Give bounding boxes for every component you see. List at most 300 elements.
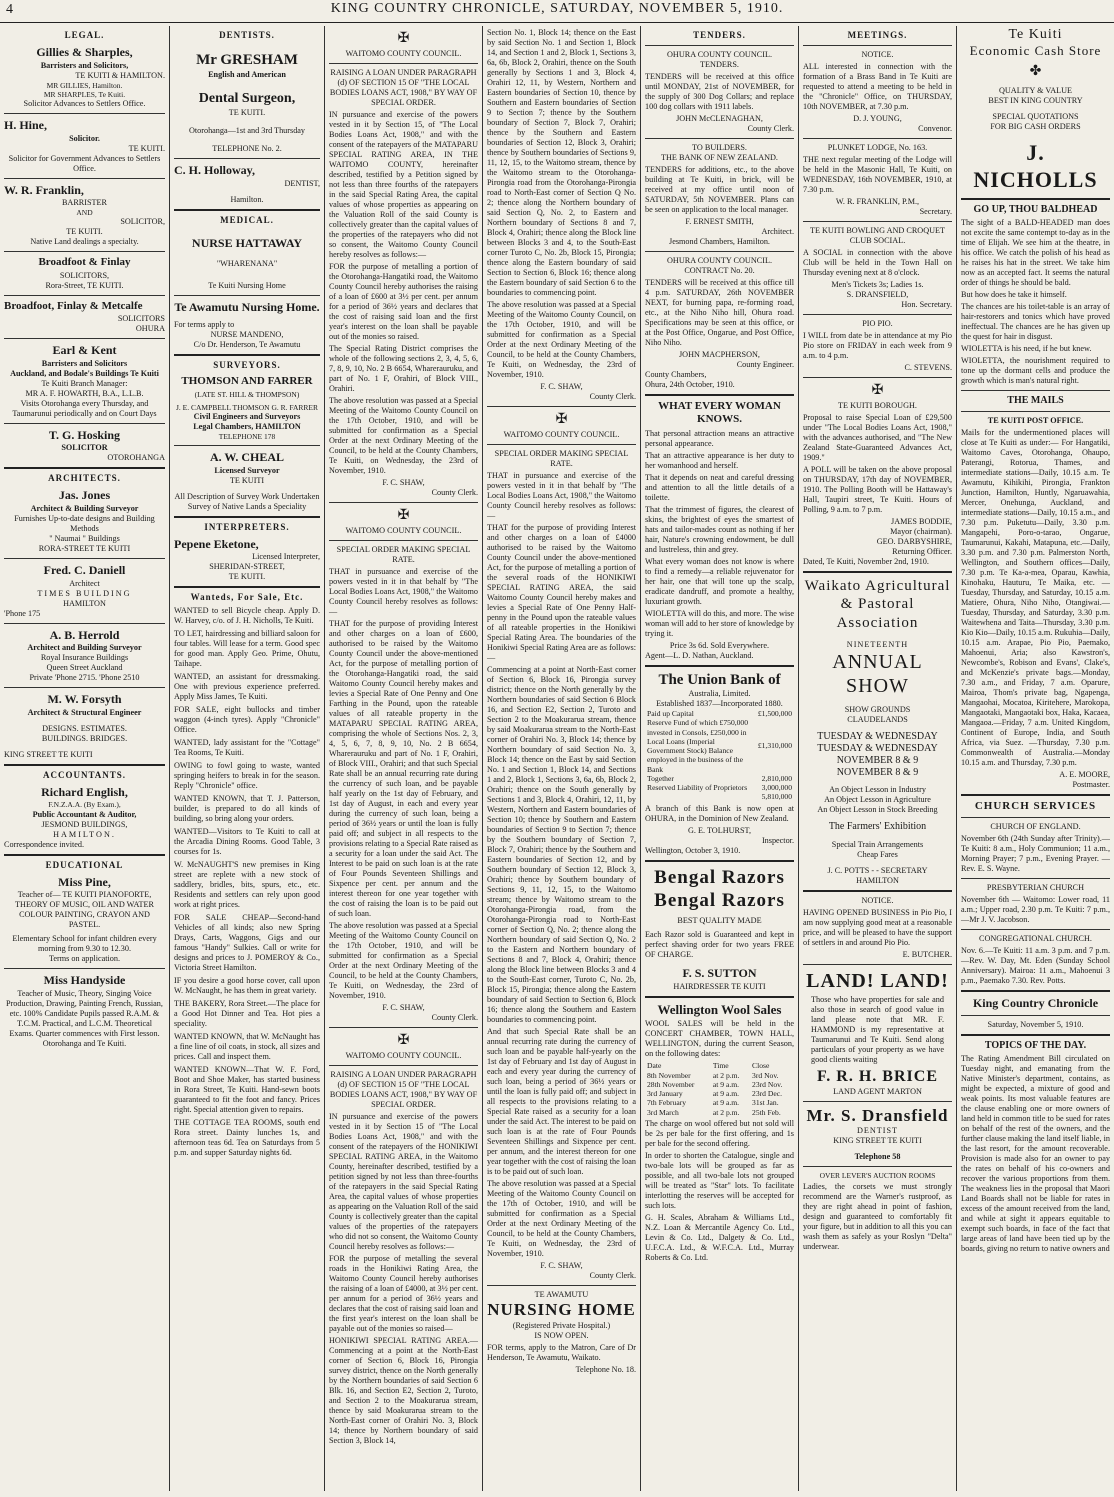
bank-figures-table (645, 709, 794, 802)
ad-forsyth-name: M. W. Forsyth (47, 692, 122, 707)
notice-paragraph: FOR the purpose of metalling a portion of the Otorohanga-Hangatiki road, the Waitomo County Council hereby authorises the raising of a loan of £600 at 3½ per cent. per annum for a period of 36½ years and declares that the cost of raising said loan and the first year's interest on the loan shall be payable out of the monies so raised. (329, 262, 478, 342)
notice-paragraph: IN pursuance and exercise of the powers vested in it by Section 15, of "The Local Bodies Loans Act, 1908," and with the consent of the ratepayers of the MATAPARU SPECIAL RATING AREA, IN THE WAITOMO COUNTY, hereinafter described, testified by a Petition signed by not less than three fourths of the ratepayers in the said Special Rating Area, the capital values of whose properties as appearing on the Valuation Roll of the said County is collectively greater than the capital values of the properties of the ratepayers who did not so consent, the Waitomo County Council hereby resolves as follows:— (329, 110, 478, 260)
ad-gresham-line: Otorohanga—1st and 3rd Thursday (188, 126, 306, 136)
ad-franklin-line: SOLICITOR, (120, 217, 165, 227)
ad-english-line: F.N.Z.A.A. (By Exam.), (48, 800, 121, 810)
ad-english-name: Richard English, (41, 784, 128, 799)
ad-show-line: NOVEMBER 8 & 9 (836, 755, 919, 767)
section-mails: THE MAILS (1007, 394, 1064, 406)
ad-jones-line: RORA-STREET TE KUITI (38, 543, 131, 553)
ad-herrold-line: Architect and Building Surveyor (27, 643, 142, 653)
notice-paragraph: TENDERS will be received at this office till 4 p.m. SATURDAY, 26th NOVEMBER NEXT, for burning papa, re-forming road, etc., at the Niho Niho hill, Ohura road. Specifications may be seen at this office, or at the Post Office, Ongarue, and Post Office, Niho Niho. (645, 277, 794, 347)
article-paragraph: That the trimmest of figures, the clearest of skins, the brightest of eyes the smartest of hats and tailor-mades count as nothing if her hair, Nature's crowning endowment, be dull and lustreless, thin and grey. (645, 504, 794, 554)
ad-nursing-line: Telephone No. 18. (575, 1364, 636, 1374)
wool-sales-row (645, 1098, 794, 1107)
classified-ad: FOR SALE CHEAP—Second-hand Vehicles of all kinds; also new Spring Drays, Carts, Waggons, Gigs and our famous "Handy" Sulkies. Call or write for designs and prices to J. POMEROY & Co., Victoria Street Hamilton. (174, 913, 320, 973)
article-paragraph: Price 3s 6d. Sold Everywhere. (669, 640, 770, 650)
ad-show-line: The Farmers' Exhibition (828, 821, 927, 833)
ad-herrold-line: Royal Insurance Buildings (40, 653, 129, 663)
classified-ad: THE BAKERY, Rora Street.—The place for a Good Hot Dinner and Tea. Hot pies a speciality. (174, 999, 320, 1029)
notice-heading: TE KUITI POST OFFICE. (987, 416, 1084, 426)
wool-sales-row (645, 1089, 794, 1098)
ad-awamutu-line: For terms apply to (174, 320, 235, 330)
notice-council: THE BANK OF NEW ZEALAND. (661, 152, 778, 162)
wool-sales-cell: 3rd March (647, 1107, 679, 1117)
notice-signature: County Engineer. (736, 359, 794, 369)
ad-corsets-line: Ladies, the corsets we must strongly recommend are the Warner's rustproof, as they are right ahead in point of fashion, design and guaranteed to comfortably fit your figure, but in addition to all this you can wash them as safely as your Roslyn "Delta" underwear. (803, 1182, 952, 1252)
ad-jones-line: " Naumai " Buildings (49, 533, 120, 543)
ad-franklin-line: AND (76, 208, 93, 218)
ad-nursing-line: (Registered Private Hospital.) (512, 1320, 611, 1330)
ad-store-line: BEST IN KING COUNTRY (988, 96, 1083, 106)
notice-heading: RAISING A LOAN UNDER PARAGRAPH (d) OF SECTION 15 OF "THE LOCAL BODIES LOANS ACT, 1908," BY WAY OF SPECIAL ORDER. (329, 68, 478, 108)
ad-woolsales-title: Wellington Wool Sales (657, 1001, 782, 1017)
notice-paragraph: FOR the purpose of metalling the several roads in the Honikiwi Rating Area, the Waitomo County Council hereby authorises the raising of a loan of £4000, at 3½ per cent. per annum for a period of 36½ years and declares that the cost of raising said loan and the first year's interest on the loan shall be payable out of the monies so raised— (329, 1254, 478, 1334)
ad-forsyth-line: DESIGNS. ESTIMATES. (42, 723, 127, 733)
masthead-title: KING COUNTRY CHRONICLE, SATURDAY, NOVEMBER 5, 1910. (330, 1, 784, 16)
ad-english-line: Correspondence invited. (4, 839, 85, 849)
ad-daniell-name: Fred. C. Daniell (43, 562, 126, 577)
notice-signature: F. ERNEST SMITH, (685, 216, 754, 226)
ad-gresham-line: English and American (208, 70, 286, 80)
crest-icon: ✠ (555, 412, 568, 427)
notice-council: OHURA COUNTY COUNCIL. (667, 49, 772, 59)
ad-earl-line: Auckland, and Bodale's Buildings Te Kuiti (10, 368, 159, 378)
section-wanteds: Wanteds, For Sale, Etc. (190, 592, 304, 603)
ad-show-line: Special Train Arrangements (831, 839, 924, 849)
ad-jones-name: Jas. Jones (58, 488, 111, 503)
notice-signature: Dated, Te Kuiti, November 2nd, 1910. (803, 557, 929, 567)
ad-hosking-name: T. G. Hosking (48, 427, 121, 442)
bank-item (645, 792, 756, 801)
section-church: CHURCH SERVICES (974, 800, 1097, 813)
article-paragraph: That an attractive appearance is her duty to her womanhood and herself. (645, 450, 794, 470)
wool-sales-cell: 23rd Nov. (752, 1079, 783, 1089)
column-tenders (641, 26, 799, 1491)
notice-signature: JAMES BODDIE, (891, 517, 952, 527)
ad-gillies-line: Solicitor Advances to Settlers Office. (23, 98, 146, 108)
ad-hine-line: Solicitor. (69, 133, 100, 143)
bank-item: Paid up Capital (647, 709, 694, 719)
notice-signature: JOHN McCLENAGHAN, (676, 113, 763, 123)
ad-forsyth-line: KING STREET TE KUITI (4, 749, 93, 759)
ad-pepene-line: TE KUITI. (228, 572, 266, 582)
notice-signature: F. C. SHAW, (540, 382, 583, 391)
section-meetings: MEETINGS. (847, 30, 908, 40)
paper-date: Saturday, November 5, 1910. (987, 1020, 1084, 1030)
ad-earl-line: Te Kuiti Branch Manager: (41, 378, 128, 388)
ad-show-line: SHOW GROUNDS (844, 704, 911, 714)
ad-earl-name: Earl & Kent (52, 343, 117, 358)
article-paragraph: Agent—L. D. Nathan, Auckland. (645, 650, 754, 660)
classified-ad: WANTED, lady assistant for the "Cottage" Tea Rooms, Te Kuiti. (174, 738, 320, 758)
ad-bfm-name: Broadfoot, Finlay & Metcalfe (4, 299, 143, 312)
ad-broadfoot-line: Rora-Street, TE KUITI. (45, 280, 124, 290)
ad-razors-title: Bengal Razors (654, 889, 785, 911)
crest-icon: ✠ (397, 31, 410, 46)
ad-earl-line: MR A. F. HOWARTH, B.A., L.L.B. (25, 388, 144, 398)
ad-show-line: J. C. POTTS - - SECRETARY (827, 865, 928, 875)
ad-show-headline: ANNUAL SHOW (832, 650, 923, 698)
ad-handyside-line: Teacher of Music, Theory, Singing Voice Production, Drawing, Painting French, Russian, etc. 100% Candidate Pupils passed R.A.M. & T.C.M. Practical, and L.C.M. Theoretical Exams. Quarter commences with First lesson. Otorohanga and Te Kuiti. (6, 988, 163, 1048)
notice-signature: County Clerk. (747, 123, 794, 133)
wool-sales-cell: at 2 p.m. (712, 1070, 740, 1080)
ad-store-line: FOR BIG CASH ORDERS (990, 122, 1081, 132)
notice-heading: TENDERS. (700, 59, 739, 69)
ad-show-title: Waikato Agricultural (804, 578, 951, 595)
ad-cheal-line: All Description of Survey Work Undertaken (174, 491, 320, 501)
ad-cheal-line: TE KUITI (229, 475, 265, 485)
notice-paragraph: HAVING OPENED BUSINESS in Pio Pio, I am now supplying good meat at a reasonable price, and will be pleased to have the support of settlers in and around Pio Pio. (803, 907, 952, 947)
ad-show-line: NOVEMBER 8 & 9 (836, 767, 919, 779)
classified-ad: WANTED—Visitors to Te Kuiti to call at the Arcadia Dining Rooms. Good Table, 3 courses for 1s. (174, 827, 320, 857)
ad-pepene-line: Licensed Interpreter, (252, 552, 320, 562)
notice-signature: F. C. SHAW, (382, 478, 425, 488)
ad-herrold-line: Private 'Phone 2715. 'Phone 2510 (29, 673, 140, 683)
notice-heading: NOTICE. (861, 895, 894, 905)
article-paragraph: WIOLETTA will do this, and more. The wise woman will add to her store of knowledge by trying it. (645, 608, 794, 638)
notice-signature: E. BUTCHER. (902, 949, 952, 959)
section-medical: MEDICAL. (220, 214, 274, 225)
notice-signature: Ohura, 24th October, 1910. (645, 379, 735, 389)
ad-store-line: SPECIAL QUOTATIONS (992, 112, 1079, 122)
column-economic (957, 26, 1114, 1491)
ad-forsyth-line: BUILDINGS. BRIDGES. (41, 733, 128, 743)
ad-franklin-line: Native Land dealings a specialty. (30, 237, 139, 247)
notice-paragraph: HONIKIWI SPECIAL RATING AREA.—Commencing at a point at the North-East corner of Section 6, Block 16, Pirongia survey district, thence on the North generally by the Northern boundaries of said Section 6 Blk. 16, and Section E2, Section 2, Turoto, and Section 2 to the Moakurarua stream, thence by said Moakurarua stream to the North-East corner of Orahiri No. 3, Block 14; thence by Northern boundary of said Section 3, Block 14, (329, 1336, 478, 1446)
ad-thomson-line: Legal Chambers, HAMILTON (193, 421, 301, 431)
church-heading: CONGREGATIONAL CHURCH. (979, 934, 1092, 944)
notice-signature: S. DRANSFIELD, (846, 289, 909, 299)
ad-jones-line: Furnishes Up-to-date designs and Building Methods (14, 513, 155, 533)
bank-amount: 3,000,000 (761, 783, 792, 793)
bank-item: Reserve Fund of which £750,000 invested in Consols, £250,000 in Local Loans (Imperial Government Stock) Balance employed in the business of the Bank (647, 718, 749, 774)
ad-thomson-line: Civil Engineers and Surveyors (193, 411, 301, 421)
ad-english-line: HAMILTON. (53, 829, 116, 839)
notice-paragraph: The above resolution was passed at a Special Meeting of the Waitomo County Council on the 17th October, 1910, and will be submitted for confirmation as a Special Order at the next Ordinary Meeting of the Council, to be held at the County Chambers, Te Kuiti, on Wednesday, the 23rd of November, 1910. (329, 396, 478, 476)
article-headline: GO UP, THOU BALDHEAD (973, 203, 1098, 215)
notice-signature: Architect. (761, 226, 794, 236)
ad-hattaway-name: NURSE HATTAWAY (191, 235, 303, 250)
crest-icon: ✠ (397, 508, 410, 524)
notice-paragraph: THAT for the purpose of providing Interest and other charges on a loan of £4000 authorised to be raised by the Waitomo County Council under the above-mentioned Act, for the purpose of metalling a portion of the several roads of the HONIKIWI SPECIAL RATING AREA, the said Waitomo County Council hereby makes and levies a Special Rate of One Penny Half-penny in the Pound upon the rateable values of all rateable properties in the Honikiwi Special Rating Area. The boundaries of the Honikiwi Special Rating Area are as follows:— (487, 523, 636, 663)
notice-heading: NOTICE. (861, 49, 894, 59)
ad-brice-line: LAND AGENT MARTON (833, 1086, 922, 1096)
page-mark: 4 (6, 2, 14, 17)
bank-figures-row (645, 792, 794, 801)
ad-dransfield-line: Telephone 58 (854, 1152, 901, 1162)
ad-nursing-line: FOR terms, apply to the Matron, Care of Dr Henderson, Te Awamutu, Waikato. (487, 1342, 636, 1362)
ad-daniell-line: HAMILTON (63, 598, 106, 608)
wool-sales-cell: 8th November (647, 1070, 691, 1080)
ad-gillies-line: MR GILLIES, Hamilton. (46, 80, 123, 90)
wool-sales-cell: at 9 a.m. (712, 1089, 740, 1099)
column-dentists (170, 26, 325, 1491)
ad-show-line: An Object Lesson in Stock Breeding (817, 805, 938, 815)
notice-signature: Mayor (chairman). (890, 527, 952, 537)
ad-razors-title: Bengal Razors (654, 866, 785, 888)
notice-signature: GEO. DARBYSHIRE, (876, 537, 952, 547)
ad-store-line: QUALITY & VALUE (998, 86, 1073, 96)
notice-paragraph: A SOCIAL in connection with the above Club will be held in the Town Hall on Thursday evening next at 8 o'clock. (803, 247, 952, 277)
notice-signature: A. E. MOORE, (1059, 770, 1110, 780)
article-headline: TOPICS OF THE DAY. (984, 1040, 1087, 1052)
ad-thomson-line: (LATE ST. HILL & THOMPSON) (194, 389, 300, 399)
ad-unionbank-line: A branch of this Bank is now open at OHURA, in the Dominion of New Zealand. (645, 803, 794, 823)
ad-thomson-line: J. E. CAMPBELL THOMSON G. R. FARRER (176, 402, 318, 412)
ad-hine-line: Solicitor for Government Advances to Settlers Office. (8, 153, 161, 173)
ad-gresham-name: Mr GRESHAM (196, 51, 298, 68)
ad-pepene-line: SHERIDAN-STREET, (209, 562, 285, 572)
ad-land-line: Those who have properties for sale and also those in search of good value in land please note that MR. F. HAMMOND is my representative at Taumarunui and Te Kuiti. Send along particulars of your property as we have good clients waiting (811, 995, 944, 1065)
wool-sales-table (645, 1061, 794, 1117)
notice-heading: TO BUILDERS. (692, 142, 747, 152)
ad-hosking-line: SOLICITOR (61, 443, 108, 453)
ad-pepene-name: Pepene Eketone, (174, 536, 259, 551)
notice-paragraph: IN pursuance and exercise of the powers vested in it by Section 15 of "The Local Bodies Loans Act, 1908," and with the consent of the ratepayers of the HONIKIWI SPECIAL RATING AREA, in the Waitomo County, hereinafter described, testified by a petition signed by not less than three-fourths of the ratepayers in the said Special Rating Area, the capital values of whose properties as appearing on the Valuation Roll of the said County is collectively greater than the capital values of the properties of the ratepayers who did not so consent, the Waitomo County Council hereby resolves as follows:— (329, 1112, 479, 1252)
ad-show-title: & Pastoral Association (836, 596, 919, 631)
ad-razors-line: BEST QUALITY MADE (677, 915, 762, 925)
bank-amount: £1,310,000 (757, 741, 792, 751)
classified-ad: W. McNAUGHT'S new premises in King street are replete with a new stock of saddlery, bridles, bits, spurs, etc., etc. Residents and settlers can rely upon good work at right prices. (174, 860, 320, 910)
notice-signature: Postmaster. (1072, 780, 1110, 790)
ad-gillies-line: MR SHARPLES, Te Kuiti. (43, 89, 126, 99)
ad-herrold-line: Queen Street Auckland (46, 663, 123, 673)
ad-woolsales-line: The charge on wool offered but not sold will be 2s per bale for the first offering, and 1s per bale for the second offering. (645, 1118, 794, 1148)
ad-show-line: HAMILTON (856, 875, 899, 885)
article-paragraph: But how does he take it himself. (961, 289, 1067, 299)
bank-figures-row (645, 783, 794, 792)
wool-sales-header: Time (712, 1061, 729, 1071)
ad-unionbank-line: Established 1837—Incorporated 1880. (656, 699, 783, 709)
notice-signature: County Clerk. (431, 488, 478, 498)
notice-heading: CONTRACT No. 20. (684, 265, 755, 275)
ad-bfm-line: OHURA (135, 324, 165, 334)
notice-council: WAITOMO COUNTY COUNCIL. (503, 430, 620, 440)
column-meetings (799, 26, 957, 1491)
ad-dransfield-name: Mr. S. Dransfield (806, 1105, 949, 1125)
notice-paragraph: TENDERS will be received at this office until MONDAY, 21st of NOVEMBER, for the supply of 300 Dog Collars; and replace 100 dog collars with 1911 labels. (645, 71, 794, 111)
wool-sales-cell: 3rd Nov. (752, 1070, 779, 1080)
notice-heading: TE KUITI BOROUGH. (838, 401, 917, 411)
ad-hine-line: TE KUITI. (128, 143, 165, 153)
article-paragraph: That it depends on neat and careful dressing and attention to all the little details of a toilette. (645, 472, 794, 502)
ad-unionbank-line: Australia, Limited. (688, 689, 751, 699)
section-interpreters: INTERPRETERS. (204, 521, 290, 532)
ad-franklin-line: BARRISTER (61, 198, 108, 208)
ad-pine-line: Elementary School for infant children every morning from 9.30 to 12.30. (12, 934, 157, 954)
notice-paragraph: THAT for the purpose of providing Interest and other charges on a loan of £600, authorised to be raised by the Waitomo County Council under the above-mentioned Act, for the purpose of metalling portion of the Otorohanga-Hangatiki road, the said Waitomo County Council hereby makes and levies a Special Rate of One Penny and One Farthing in the Pound, upon the rateable values of all rateable property in the MATAPARU SPECIAL RATING AREA, comprising the whole of Sections Nos. 2, 3, 4, 5, 6, 7, 8, 9, 10, No. 2 B 6654, Wharerauruku and part of No. 1 F, Orahiri, of Block VIII., Orahiri; and that such Special Rate shall be an annual recurring rate during the currency of such loan, and be payable half yearly on the 1st day of February, and 1st day of August, in each and every year during the currency of such loan, being a period of 36½ years or until the loan is fully paid off; and subject in all respects to the provisions relating to a Special Rate raised as a security for a loan under the said Act. The Interest to be paid on such loan is at the rate of Four Pounds Seventeen Shillings and Sixpence per cent. per annum and the interest thereon for one year together with the cost of raising the loan is to be paid out of such loan. (329, 619, 478, 919)
section-educational: EDUCATIONAL (45, 859, 124, 870)
ad-hine-name: H. Hine, (4, 117, 48, 132)
wool-sales-header: Date (647, 1061, 662, 1071)
ad-gillies-line: Barristers and Solicitors, (40, 60, 129, 70)
bank-item: Reserved Liability of Proprietors (647, 783, 748, 793)
ad-daniell-line: 'Phone 175 (4, 608, 41, 618)
ad-sutton-line: HAIRDRESSER TE KUITI (673, 981, 766, 991)
notice-heading: TE KUITI BOWLING AND CROQUET CLUB SOCIAL. (809, 225, 946, 245)
notice-heading: PLUNKET LODGE, No. 163. (827, 142, 928, 152)
ornament-icon: ✤ (1029, 63, 1042, 79)
notice-paragraph: I WILL from date be in attendance at my Pio Pio store on FRIDAY in each week from 9 a.m. to 4 p.m. (803, 330, 952, 360)
crest-icon: ✠ (871, 382, 884, 398)
notice-signature: Wellington, October 3, 1910. (645, 845, 741, 855)
classified-ad: WANTED KNOWN—That W. F. Ford, Boot and Shoe Maker, has started business in Rora Street, Te Kuiti. Hand-sewn boots guaranteed to fit the foot and fancy. Prices right. Special attention given to repairs. (174, 1065, 320, 1115)
classified-ad: WANTED to sell Bicycle cheap. Apply D. W. Harvey, c/o. of J. H. Nicholls, Te Kuiti. (174, 606, 320, 626)
ad-dransfield-line: KING STREET TE KUITI (833, 1136, 922, 1146)
ad-pine-name: Miss Pine, (58, 874, 111, 889)
wool-sales-cell: at 9 a.m. (712, 1079, 740, 1089)
ad-store-title: Economic Cash Store (969, 43, 1102, 59)
notice-paragraph: The above resolution was passed at a Special Meeting of the Waitomo County Council on the 17th October, 1910, and will be submitted for confirmation as a Special Order at the next Ordinary Meeting of the Council, to be held at the County Chambers, Te Kuiti, on Wednesday, the 23rd of November, 1910. (329, 921, 478, 1001)
wool-sales-row (645, 1080, 794, 1089)
church-paragraph: Nov. 6.—Te Kuiti: 11 a.m. 3 p.m. and 7 p.m.—Rev. W. Day, Mt. Eden (Sunday School Anniversary). Mairoa: 11 a.m., Mahoenui 3 p.m., Paemako 7.30. Rev. Potts. (961, 946, 1110, 986)
notice-paragraph: THE next regular meeting of the Lodge will be held in the Masonic Hall, Te Kuiti, on WEDNESDAY, 16th NOVEMBER, 1910, at 7.30 p.m. (803, 154, 952, 194)
wool-sales-row (645, 1071, 794, 1080)
ad-holloway-line: Hamilton. (230, 194, 264, 204)
bank-amount: 5,810,000 (761, 792, 792, 802)
ad-franklin-name: W. R. Franklin, (4, 182, 84, 197)
section-dentists: DENTISTS. (219, 30, 275, 40)
ad-brice-name: F. R. H. BRICE (817, 1068, 938, 1086)
notice-signature: F. C. SHAW, (540, 1261, 583, 1271)
notice-paragraph: The above resolution was passed at a Special Meeting of the Waitomo County Council on the 17th of October, 1910, and will be submitted for confirmation as a Special Order at the next Ordinary Meeting of the Council, to be held at the County Chambers, Te Kuiti, on Wednesday, the 23rd of November, 1910. (487, 1179, 636, 1259)
ad-gresham-title: Dental Surgeon, (198, 91, 296, 107)
notice-paragraph: The Special Rating District comprises the whole of the following sections 2, 3, 4, 5, 6, 7, 8, 9, 10, No. 2 B 6654, Wharerauruku, and part of No. 1 F, Orahiri, of Block VIII., Orahiri. (329, 344, 478, 394)
notice-heading: SPECIAL ORDER MAKING SPECIAL RATE. (336, 545, 471, 565)
bank-figures-row (645, 709, 794, 718)
bank-figures-row (645, 774, 794, 783)
ad-awamutu-line: NURSE MANDENO, (210, 330, 284, 340)
ad-cheal-line: Survey of Native Lands a Speciality (187, 501, 307, 511)
notice-signature: Inspector. (761, 835, 794, 845)
ad-awamutu-name: Te Awamutu Nursing Home. (174, 299, 320, 314)
ad-awamutu-line: C/o Dr. Henderson, Te Awamutu (193, 340, 301, 350)
ad-franklin-line: TE KUITI. (66, 227, 103, 237)
ad-gresham-line: TELEPHONE No. 2. (212, 144, 282, 154)
notice-council: WAITOMO COUNTY COUNCIL. (345, 1051, 462, 1061)
ad-show-line: An Object Lesson in Agriculture (824, 795, 931, 805)
notice-council: OHURA COUNTY COUNCIL. (667, 255, 772, 265)
column-honikiwi (483, 26, 641, 1491)
ad-thomson-line: TELEPHONE 178 (218, 431, 276, 441)
ad-cheal-name: A. W. CHEAL (209, 449, 285, 464)
wool-sales-cell: 31st Jan. (752, 1098, 779, 1108)
church-paragraph: November 6th (24th Sunday after Trinity).—Te Kuiti: 8 a.m., Holy Communion; 11 a.m., Morning Prayer; 7 p.m., Evening Prayer. —Rev. E. S. Wayne. (961, 834, 1110, 874)
notice-signature: Secretary. (919, 206, 952, 216)
notice-signature: County Clerk. (431, 1013, 478, 1023)
ad-hosking-line: OTOROHANGA (107, 453, 165, 463)
ad-gillies-line: TE KUITI & HAMILTON. (75, 70, 165, 80)
church-paragraph: November 6th — Waitomo: Lower road, 11 a.m.; Upper road, 2.30 p.m. Te Kuiti: 7 p.m., —Mr J. V. Jacobson. (961, 895, 1110, 925)
notice-paragraph: Section No. 1, Block 14; thence on the East by said Section No. 1 and Section 1, Block 14, and Section 1 and 2, Block 1, Sections 3, 6a, 6b, Block 2, Orahiri, thence on the South generally by Sections 1 and 3, Block 4, Orahiri 12, 11, by Western, Northern and Eastern boundaries of Section 10, thence by Southern and Eastern boundaries of Section 9 to Section 7; thence by the Southern boundary of Section 7, Block 7, Orahiri; thence by the Southern and Eastern boundaries of Section 12, Block 3, Orahiri; thence by Southern boundaries of Sections 9, 11, 12, 15, to the Waitomo stream, thence by the Waitomo stream to the Otorohanga-Pirongia road from the Otorohanga-Pirongia road to North-East corner of Section Q No. 2; thence along the Northern boundary of said Section Q, No. 2, to Eastern and Northern boundary of Sections 8 and 7, Block 4, Orahiri; thence along the Block line between Blocks 3 and 4, to the South-East corner Turoto C, No. 2b, Block 15, Pirongia; thence along the Eastern boundary of said Section to Section 6, Block 16; thence along the Eastern boundary of said Section 6 to the boundaries to commencing point. (487, 28, 636, 297)
notice-signature: County Clerk. (589, 1271, 636, 1281)
ad-unionbank-name: The Union Bank of (658, 671, 781, 688)
section-tenders: TENDERS. (693, 30, 746, 40)
ad-daniell-line: TIMES BUILDING (37, 588, 132, 598)
notice-council: WAITOMO COUNTY COUNCIL. (345, 526, 462, 536)
notice-signature: F. C. SHAW, (382, 1003, 425, 1013)
ad-nicholls-name: J. NICHOLLS (973, 140, 1098, 192)
notice-paragraph: TENDERS for additions, etc., to the above building at Te Kuiti, in brick, will be received at my office until noon of SATURDAY, 5th NOVEMBER. Plans can be seen on application to the local manager. (645, 164, 794, 214)
ad-show-line: NINETEENTH (846, 639, 909, 649)
ad-cheal-line: Licensed Surveyor (214, 465, 280, 475)
article-paragraph: What every woman does not know is where to find a remedy—a reliable rejuvenator for her hair, one that will tone up the scalp, eradicate dandruff, and promote a healthy, luxuriant growth. (645, 556, 794, 606)
section-surveyors: SURVEYORS. (213, 360, 281, 371)
wool-sales-cell: 25th Feb. (752, 1107, 781, 1117)
notice-heading: RAISING A LOAN UNDER PARAGRAPH (d) OF SECTION 15 OF "THE LOCAL BODIES LOANS ACT, 1908," BY WAY OF SPECIAL ORDER. (329, 1070, 478, 1110)
section-legal: LEGAL. (64, 30, 105, 40)
notice-signature: Hon. Secretary. (901, 299, 952, 309)
notice-signature: JOHN MACPHERSON, (679, 349, 760, 359)
ad-sutton-name: F. S. SUTTON (682, 965, 757, 980)
notice-signature: Returning Officer. (892, 547, 952, 557)
wool-sales-cell: 7th February (647, 1098, 687, 1108)
wool-sales-header: Close (752, 1061, 770, 1071)
notice-paragraph: And that such Special Rate shall be an annual recurring rate during the currency of such loan and be payable half-yearly on the 1st day of February and 1st day of August in each and every year during the currency of such loan, being a period of 36½ years or until the loan is fully paid off; and subject in all respects to the provisions relating to a Special Rate raised as a security for a loan under the said Act. The interest to be paid on such loan is at the rate of Four Pounds Seventeen Shillings and Sixpence per cent. per annum, and the interest thereon for one year together with the cost of raising the loan is to be paid out of such loan. (487, 1027, 636, 1177)
notice-paragraph: Proposal to raise Special Loan of £29,500 under "The Local Bodies Loans Act, 1908," with the advances authorised, and "The New Zealand State-Guaranteed Advances Act, 1909." (803, 413, 952, 463)
notice-signature: G. E. TOLHURST, (688, 825, 751, 835)
ad-nursing-title: NURSING HOME (487, 1300, 636, 1320)
ad-forsyth-line: Architect & Structural Engineer (27, 707, 142, 717)
notice-paragraph: ALL interested in connection with the formation of a Brass Band in Te Kuiti are requested to attend a meeting to be held in the "Chronicle" Office, on THURSDAY, 10th NOVEMBER, at 7.30 p.m. (803, 61, 952, 111)
section-accountants: ACCOUNTANTS. (42, 769, 127, 780)
bank-figures-row (645, 718, 794, 774)
classified-ad: WANTED KNOWN, that W. McNaught has a fine line of oil coats, in stock, all sizes and prices. Call and inspect them. (174, 1032, 320, 1062)
classified-ad: THE COTTAGE TEA ROOMS, south end Rora street. Dainty lunches 1s, and afternoon teas 6d. Tea on Saturdays from 5 p.m. and supper Saturday nights 6d. (174, 1118, 320, 1158)
bank-amount: £1,500,000 (757, 709, 792, 719)
mails-schedule: Mails for the undermentioned places will close at Te Kuiti as under:— For Hangatiki, Waitomo Caves, Otorohanga, Ohaupo, Paterangi, Rotorua, Thames, and intermediate stations—Daily, 10.15 a.m. Te Awamutu, Kihikihi, Pirongia, Frankton Junction, Hamilton, Huntly, Ngaruawahia, Mercer, Onehunga, Auckland, and intermediate stations—Daily, 10.15 a.m., and 7.30 p.m. Puketutu—Daily, 3.30 p.m. Mangapehi, Poro-o-tarao, Ongarue, Taumarunui, Kakahi, Matapuna, etc.—Daily, 3.30 p.m. and 7.30 p.m. Palmerston North, Wellington, and Southern offices—Daily, 7.30 p.m. Te Ka-a-mea, Oparau, Kawhia, Kinohaku, Hauturu, Te Maika, etc. —Tuesday, Thursday, and Saturday, 10.15 a.m. Matiere, Ohura, Niho Niho, Otangiwai.—Tuesday, Thursday, and Saturday, 3.30 p.m. Waitewhena and Taita—Thursday, 3.30 p.m. Kio Kio—Daily, 10.15 a.m. Rukuhia—Daily, 10.15 a.m. Arapae, Pio Pio, Paemako, Mahoenui, Aria; also Kawstron's, Newcombe's, Robison and Evans', Clake's, and McKenzie's private bags.—Monday, 7.30 a.m., and Friday, 7 a.m. Oparure, Mairoa, Thom's private bag, Ngapenga, Mangaohai, Mocatoa, Kiritehere, Marokopa, Mangaotaki, Mangaotaki box, Haka, Kacaea, Mangaoa.—Friday, 7 a.m. United Kingdom, Continent of Europe, India, and South Africa, via Suez. —Thursday, 7.30 p.m. Commonwealth of Australia.—Monday 10.15 a.m. and Thursday, 7.30 p.m. (961, 428, 1110, 768)
ad-bfm-line: SOLICITORS (117, 314, 165, 324)
notice-signature: C. STEVENS. (904, 362, 952, 372)
ad-dransfield-line: DENTIST (856, 1126, 899, 1136)
article-headline: WHAT EVERY WOMAN KNOWS. (658, 399, 781, 426)
ad-pine-line: Terms on application. (48, 954, 121, 964)
wool-sales-cell: 28th November (647, 1079, 695, 1089)
ad-nursing-line: TE AWAMUTU (534, 1290, 589, 1300)
bank-item: Together (647, 773, 674, 783)
notice-paragraph: THAT in pursuance and exercise of the powers vested in it in that behalf by "The Local Bodies Loans Act, 1908," the Waitomo County Council hereby resolves as follows:— (487, 471, 636, 521)
notice-paragraph: A POLL will be taken on the above proposal on THURSDAY, 17th day of NOVEMBER, 1910. The Polling Booth will be Hattaway's Hall, Taupiri street, Te Kuiti. Hours of Polling, 9 a.m. to 7 p.m. (803, 465, 952, 515)
ad-hattaway-line: Te Kuiti Nursing Home (208, 280, 286, 290)
ad-handyside-name: Miss Handyside (43, 973, 126, 988)
ad-corsets-head: OVER LEVER'S AUCTION ROOMS (819, 1171, 936, 1181)
column-council-notices (325, 26, 483, 1491)
notice-paragraph: Men's Tickets 3s; Ladies 1s. (831, 279, 924, 289)
ad-show-line: CLAUDELANDS (847, 714, 908, 724)
ad-land-title: LAND! LAND! (806, 969, 949, 992)
ad-holloway-name: C. H. Holloway, (174, 163, 256, 178)
notice-signature: D. J. YOUNG, (853, 113, 902, 123)
article-paragraph: WIOLETTA, the nourishment required to tone up the dormant cells and produce the growth which is man's natural right. (961, 355, 1110, 385)
ad-holloway-line: DENTIST, (284, 178, 320, 188)
wool-sales-cell: 3rd January (647, 1089, 683, 1099)
wool-sales-cell: at 9 a.m. (712, 1098, 740, 1108)
ad-broadfoot-line: SOLICITORS, (59, 270, 110, 280)
article-paragraph: That personal attraction means an attractive personal appearance. (645, 428, 794, 448)
ad-show-line: TUESDAY & WEDNESDAY (817, 742, 938, 754)
article-paragraph: The sight of a BALD-HEADED man does not excite the same contempt to-day as in the time of Elijah. We see him at the theatre, in his office. We catch the polish of his head as he raises his hat in the street. We take him now as an accepted fact. It seems the natural order of things he should be bald. (961, 217, 1110, 287)
notice-paragraph: THAT in pursuance and exercise of the powers vested in it in that behalf by "The Local Bodies Loans Act, 1908," the Waitomo County Council hereby resolves as follows:— (329, 567, 478, 617)
ad-razors-line: Each Razor sold is Guaranteed and kept in perfect shaving order for two years FREE OF CHARGE. (645, 929, 794, 959)
ad-english-line: Public Accountant & Auditor, (32, 809, 137, 819)
wool-sales-cell: at 2 p.m. (712, 1107, 740, 1117)
ad-thomson-name: THOMSON AND FARRER (181, 375, 313, 388)
notice-paragraph: Commencing at a point at North-East corner of Section 6, Block 16, Pirongia survey district; thence on the North generally by the Northern boundaries of said Section 6 Block 16, and Section E2, Section 2, Turoto and Section 2 to the Moakurarua stream, thence by said Moakurarua stream to the North-East corner of Orahiri No. 3, Block 14; thence by Northern boundary of said Section No. 3, Block 14; thence on the East by said Section No. 1 and Section 1, Block 14, and Sections 1 and 2, Block 1, Sections 3, 6a, 6b, Block 2, Orahiri; thence on the South generally by Sections 1 and 3, Block 4, Orahiri, 12, 11, by Western, Northern and Eastern boundaries of Section 10; thence by Southern and Eastern boundaries of Section 9 to Section 7; thence by the Southern boundary of Section 7, Block 7, Orahiri; thence by the Southern and Eastern boundaries of Section 12, and by Southern boundary of Section 12, Block 3, Orahiri; thence by Southern boundary of Sections 9, 11, 12, 15, to the Waitomo stream; thence by Waitomo stream to the Otorohanga-Pirongia road, from the Otorohanga-Pirongia road to North-East corner of Section Q, No. 2; thence along the Northern boundary of said Section Q, No. 2 to the Eastern and Northern boundary of Sections 8 and 7, Block 4, Orahiri; thence along the Block line between Blocks 3 and 4 to the South-East corner, Turoto C, No. 2b, Block 15, Pirongia; thence along the Eastern boundary of said Section to Section 6, Block 16; thence along the Southern and Eastern boundaries to commencing point. (487, 665, 636, 1025)
ad-nursing-line: IS NOW OPEN. (534, 1330, 589, 1340)
ad-pine-line: Teacher of— TE KUITI PIANOFORTE, THEORY OF MUSIC, OIL AND WATER COLOUR PAINTING, CRAYON AND PASTEL. (15, 890, 154, 930)
church-heading: PRESBYTERIAN CHURCH (986, 883, 1085, 893)
